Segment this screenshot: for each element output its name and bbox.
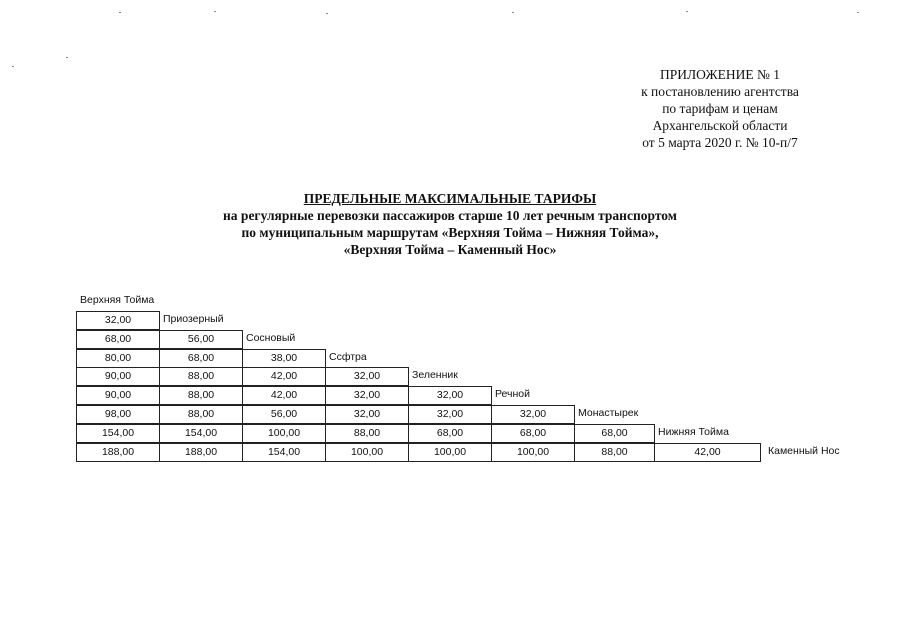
tariff-cell: 68,00 bbox=[76, 330, 160, 349]
tariff-cell: 38,00 bbox=[242, 349, 326, 368]
tariff-cell: 88,00 bbox=[159, 367, 243, 386]
tariff-cell: 154,00 bbox=[242, 443, 326, 462]
station-label: Монастырек bbox=[578, 407, 639, 419]
station-label: Ссфтра bbox=[329, 350, 367, 363]
tariff-cell: 56,00 bbox=[159, 330, 243, 349]
appendix-line: Архангельской области bbox=[652, 118, 788, 133]
tariff-cell: 88,00 bbox=[159, 386, 243, 405]
scan-speck bbox=[12, 66, 14, 67]
scan-speck bbox=[214, 11, 216, 12]
tariff-cell: 68,00 bbox=[159, 349, 243, 368]
station-label: Зеленник bbox=[412, 369, 458, 382]
tariff-cell: 154,00 bbox=[159, 424, 243, 443]
document-title bbox=[150, 190, 750, 258]
station-label: Сосновый bbox=[246, 331, 296, 344]
tariff-cell: 88,00 bbox=[574, 443, 655, 462]
tariff-cell: 32,00 bbox=[325, 405, 409, 424]
station-label: Приозерный bbox=[163, 313, 224, 325]
tariff-cell: 100,00 bbox=[491, 443, 575, 462]
tariff-cell: 188,00 bbox=[76, 443, 160, 462]
tariff-cell: 100,00 bbox=[408, 443, 492, 462]
appendix-line: к постановлению агентства bbox=[641, 84, 799, 99]
appendix-line: по тарифам и ценам bbox=[662, 101, 778, 116]
tariff-cell: 188,00 bbox=[159, 443, 243, 462]
tariff-cell: 56,00 bbox=[242, 405, 326, 424]
tariff-cell: 100,00 bbox=[242, 424, 326, 443]
tariff-cell: 154,00 bbox=[76, 424, 160, 443]
station-label: Речной bbox=[495, 388, 531, 401]
tariff-cell: 32,00 bbox=[76, 311, 160, 330]
tariff-cell: 68,00 bbox=[574, 424, 655, 443]
tariff-cell: 42,00 bbox=[242, 367, 326, 386]
tariff-cell: 42,00 bbox=[654, 443, 761, 462]
scan-speck bbox=[512, 12, 514, 13]
station-label: Каменный Нос bbox=[768, 444, 840, 457]
appendix-block bbox=[560, 66, 880, 151]
tariff-cell: 100,00 bbox=[325, 443, 409, 462]
tariff-cell: 88,00 bbox=[159, 405, 243, 424]
tariff-cell: 88,00 bbox=[325, 424, 409, 443]
title-line: по муниципальным маршрутам «Верхняя Тойма – Нижняя Тойма», bbox=[241, 225, 659, 240]
appendix-line: от 5 марта 2020 г. № 10-п/7 bbox=[642, 135, 798, 150]
tariff-cell: 42,00 bbox=[242, 386, 326, 405]
tariff-cell: 90,00 bbox=[76, 386, 160, 405]
tariff-cell: 32,00 bbox=[325, 386, 409, 405]
tariff-cell: 32,00 bbox=[491, 405, 575, 424]
appendix-line: ПРИЛОЖЕНИЕ № 1 bbox=[659, 67, 781, 82]
tariff-cell: 32,00 bbox=[325, 367, 409, 386]
title-line: «Верхняя Тойма – Каменный Нос» bbox=[343, 242, 557, 257]
scan-speck bbox=[686, 11, 688, 12]
tariff-cell: 90,00 bbox=[76, 367, 160, 386]
tariff-cell: 68,00 bbox=[491, 424, 575, 443]
tariff-cell: 32,00 bbox=[408, 386, 492, 405]
title-line: на регулярные перевозки пассажиров старше 10 лет речным транспортом bbox=[223, 208, 677, 223]
tariff-cell: 80,00 bbox=[76, 349, 160, 368]
tariff-cell: 68,00 bbox=[408, 424, 492, 443]
tariff-cell: 32,00 bbox=[408, 405, 492, 424]
scan-speck bbox=[857, 12, 859, 13]
tariff-cell: 98,00 bbox=[76, 405, 160, 424]
station-label: Нижняя Тойма bbox=[658, 425, 729, 438]
scan-speck bbox=[119, 12, 121, 13]
scan-speck bbox=[326, 13, 328, 14]
station-label: Верхняя Тойма bbox=[80, 294, 155, 306]
title-line: ПРЕДЕЛЬНЫЕ МАКСИМАЛЬНЫЕ ТАРИФЫ bbox=[303, 191, 597, 206]
scan-speck bbox=[66, 57, 68, 58]
